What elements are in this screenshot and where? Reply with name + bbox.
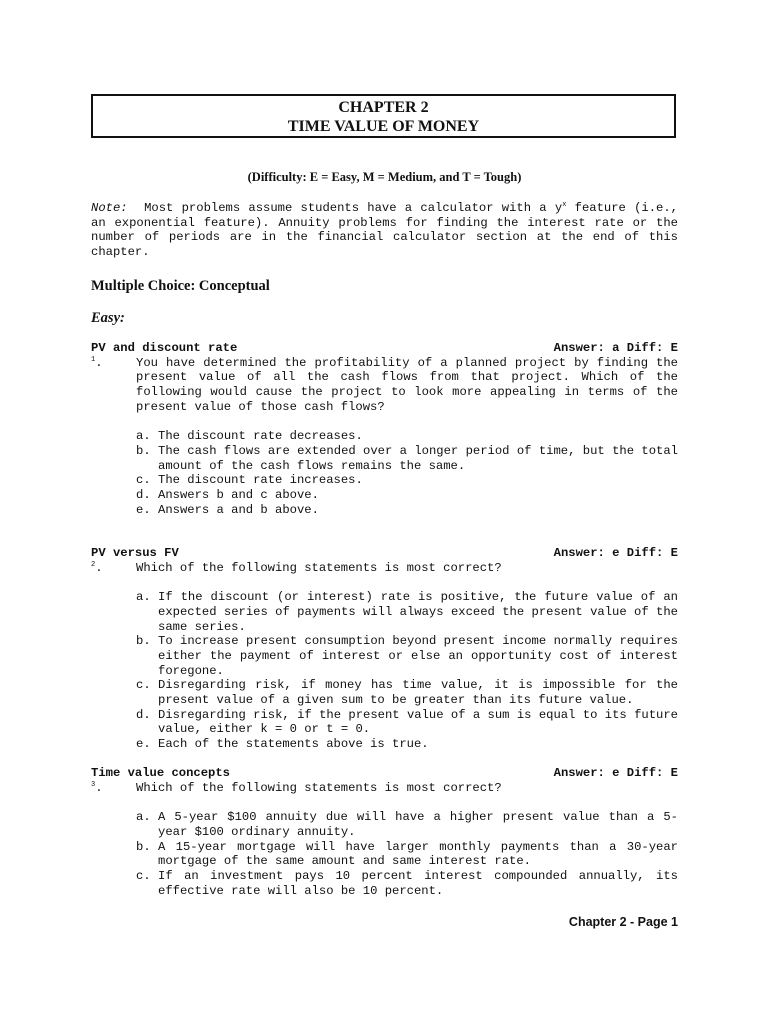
question-answer-meta: Answer: e Diff: E bbox=[553, 766, 678, 780]
question-text: You have determined the profitability of a planned project by finding the present value of all the cash flows from that project. Which of the following would cause the project to look more appealing in terms of the present value of those cash flows? bbox=[136, 355, 678, 414]
page-footer: Chapter 2 - Page 1 bbox=[568, 915, 678, 929]
question-body bbox=[91, 356, 678, 415]
option-d: d. Answers b and c above. bbox=[136, 488, 319, 503]
note-text-after: feature (i.e., an exponential feature). Annuity problems for finding the interest rate or the number of periods are in the financial calculator section at the end of this chapter. bbox=[91, 201, 678, 260]
question-text: Which of the following statements is most correct? bbox=[136, 780, 502, 795]
note-text-before: Most problems assume students have a calculator with a y bbox=[144, 201, 563, 216]
answer-options bbox=[136, 810, 678, 898]
note-superscript: x bbox=[562, 201, 567, 209]
answer-options bbox=[136, 590, 678, 752]
option-c: c. The discount rate increases. bbox=[136, 473, 363, 488]
difficulty-legend: (Difficulty: E = Easy, M = Medium, and T = Tough) bbox=[247, 170, 522, 184]
chapter-header-box bbox=[91, 94, 676, 138]
option-b: b. The cash flows are extended over a longer period of time, but the total amount of the cash flows remains the same. bbox=[136, 443, 678, 473]
question-body bbox=[91, 561, 678, 576]
question-answer-meta: Answer: a Diff: E bbox=[553, 341, 678, 355]
question-number: $^2$. bbox=[91, 560, 103, 575]
option-e: e. Answers a and b above. bbox=[136, 502, 319, 517]
chapter-title: TIME VALUE OF MONEY bbox=[287, 118, 480, 135]
question-2 bbox=[91, 546, 678, 752]
question-number: $^1$. bbox=[91, 355, 103, 370]
option-b: b. A 15-year mortgage will have larger monthly payments than a 30-year mortgage of the same amount and same interest rate. bbox=[136, 839, 678, 869]
section-title: Multiple Choice: Conceptual bbox=[91, 278, 270, 294]
note-paragraph bbox=[91, 198, 678, 260]
note-label: Note: bbox=[91, 201, 128, 216]
option-a: a. If the discount (or interest) rate is positive, the future value of an expected series of payments will always exceed the present value of the same series. bbox=[136, 590, 678, 634]
option-c: c. If an investment pays 10 percent interest compounded annually, its effective rate will also be 10 percent. bbox=[136, 868, 678, 898]
question-text: Which of the following statements is most correct? bbox=[136, 560, 502, 575]
question-body bbox=[91, 781, 678, 796]
option-d: d. Disregarding risk, if the present value of a sum is equal to its future value, either k = 0 or t = 0. bbox=[136, 707, 678, 737]
question-header bbox=[91, 341, 678, 356]
question-header bbox=[91, 766, 678, 781]
question-3 bbox=[91, 766, 678, 898]
question-answer-meta: Answer: e Diff: E bbox=[553, 546, 678, 560]
subsection-title: Easy: bbox=[91, 310, 125, 326]
answer-options bbox=[136, 429, 678, 517]
option-b: b. To increase present consumption beyond present income normally requires either the payment of interest or else an opportunity cost of interest foregone. bbox=[136, 634, 678, 678]
question-1 bbox=[91, 341, 678, 517]
question-topic: Time value concepts bbox=[91, 766, 230, 780]
chapter-number: CHAPTER 2 bbox=[338, 99, 429, 116]
option-a: a. A 5-year $100 annuity due will have a higher present value than a 5-year $100 ordinary annuity. bbox=[136, 810, 678, 839]
option-a: a. The discount rate decreases. bbox=[136, 429, 363, 444]
option-c: c. Disregarding risk, if money has time value, it is impossible for the present value of a given sum to be greater than its future value. bbox=[136, 678, 678, 708]
question-topic: PV versus FV bbox=[91, 546, 179, 560]
question-header bbox=[91, 546, 678, 561]
question-number: $^3$. bbox=[91, 780, 103, 795]
question-topic: PV and discount rate bbox=[91, 341, 238, 355]
option-e: e. Each of the statements above is true. bbox=[136, 737, 429, 752]
